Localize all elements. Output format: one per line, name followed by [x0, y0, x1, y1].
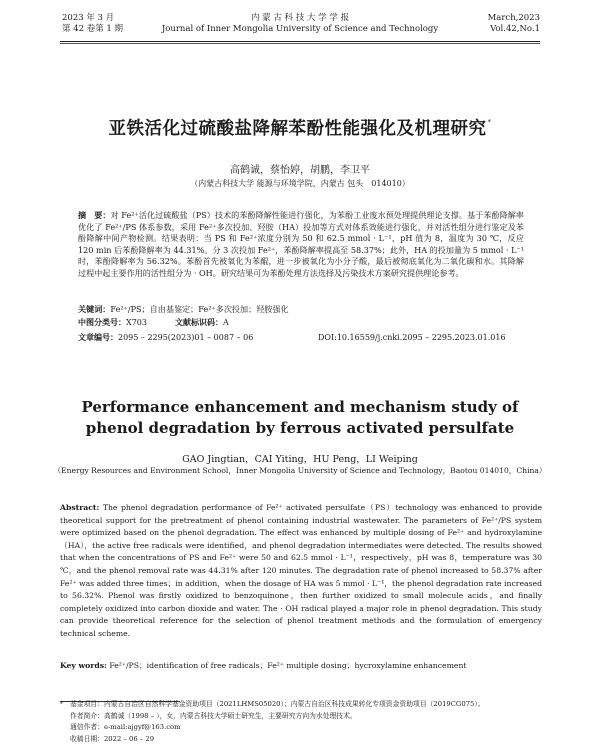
header-issue-en [488, 13, 540, 35]
keywords-en [60, 660, 467, 671]
footnote-author-intro: 作者简介：高鹤诚（1998 – ），女，内蒙古科技大学硕士研究生，主要研究方向为水处理技术。 [70, 711, 357, 720]
keywords-en-text: Fe²⁺/PS；identification of free radicals；Fe²⁺ multiple dosing；hycroxylamine enhancement [109, 661, 467, 670]
abstract-en [60, 502, 542, 641]
footnote-funding: 基金项目：内蒙古自治区自然科学基金资助项目（2021LHMS05020）；内蒙古自治区科技成果转化专项资金资助项目（2019CG075）。 [70, 700, 485, 708]
abstract-zh [78, 210, 524, 280]
header-volume: 第 42 卷第 1 期 [62, 24, 124, 34]
affiliation-en: （Energy Resources and Environment School，Inner Mongolia University of Science and Technology，Baotou 014010，China） [53, 466, 547, 475]
affiliation-zh: （内蒙古科技大学 能源与环境学院，内蒙古 包头 014010） [190, 179, 410, 188]
title-en [0, 397, 600, 439]
header-rule-thin [60, 43, 540, 44]
header-rule [60, 41, 540, 42]
clc-label: 中图分类号： [78, 317, 126, 327]
doc-code-value: A [223, 318, 229, 327]
article-number [78, 332, 253, 343]
header-date-en: March,2023 [487, 13, 540, 23]
authors-en: GAO Jingtian，CAI Yiting，HU Peng，LI Weiping [182, 454, 418, 465]
footnote-received: 收稿日期：2022 – 06 – 29 [70, 735, 155, 744]
footnotes [60, 699, 540, 746]
article-no-label: 文章编号： [78, 332, 118, 342]
authors-zh: 高鹤诚，蔡怡婷，胡鹏，李卫平 [230, 165, 370, 176]
clc-number [78, 317, 147, 328]
doi[interactable]: DOI:10.16559/j.cnki.2095 – 2295.2023.01.016 [318, 333, 506, 342]
keywords-zh [78, 304, 289, 315]
abstract-en-text: The phenol degradation performance of Fe²⁺ activated persulfate（PS）technology was enhanced to provide theoretical support for the pretreatment of phenol containing industrial wastewater. The parameters of Fe²⁺/PS system were optimized based on the phenol degradation. The effect was enhanced by multiple dosing of Fe²⁺ and hydroxylamine（HA），the active free radicals were identified，and phenol degradation intermediates were detected. The results showed that when the concentrations of PS and Fe²⁺ were 50 and 62.5 mmol · L⁻¹，respectively，pH was 8，temperature was 30 ℃，and the phenol removal rate was 44.31% after 120 minutes. The degradation rate of phenol increased to 58.37% after Fe²⁺ was added three times；in addition，when the dosage of HA was 5 mmol · L⁻¹，the phenol degradation rate increased to 56.32%. Phenol was firstly oxidized to benzoquinone，then further oxidized to small molecule acids，and finally completely oxidized into carbon dioxide and water. The · OH radical played a major role in phenol degradation. This study can provide theoretical reference for the selection of phenol treatment methods and the formulation of emergency technical scheme. [60, 503, 542, 638]
article-no-value: 2095 – 2295(2023)01 – 0087 – 06 [118, 333, 254, 342]
doc-code-label: 文献标识码： [175, 317, 223, 327]
footnote-corresponding[interactable]: 通信作者：e-mail:ajgyf@163.com [70, 723, 181, 732]
clc-value: X703 [126, 318, 147, 327]
title-en-line1: Performance enhancement and mechanism study of [81, 398, 519, 416]
title-zh-text: 亚铁活化过硫酸盐降解苯酚性能强化及机理研究 [108, 119, 487, 139]
header-journal-zh: 内 蒙 古 科 技 大 学 学 报 [250, 13, 350, 23]
header-volume-en: Vol.42,No.1 [490, 24, 540, 34]
header-journal-en: Journal of Inner Mongolia University of Science and Technology [161, 24, 439, 34]
keywords-zh-label: 关键词： [78, 304, 111, 314]
title-zh [0, 115, 600, 140]
keywords-zh-text: Fe²⁺/PS；自由基鉴定；Fe²⁺多次投加；羟胺强化 [110, 304, 289, 314]
abstract-zh-label: 摘 要： [78, 210, 111, 220]
abstract-en-label: Abstract: [60, 503, 100, 512]
header-date: 2023 年 3 月 [62, 13, 115, 23]
footnote-mark: * [60, 701, 63, 708]
abstract-zh-text: 对 Fe²⁺活化过硫酸盐（PS）技术的苯酚降解性能进行强化，为苯酚工业废水预处理提供理论支撑。基于苯酚降解率优化了 Fe²⁺/PS 体系参数，采用 Fe²⁺多次投加、羟胺（HA）投加等方式对体系效能进行强化，并对活性组分进行鉴定及苯酚降解中间产物检测。结果表明：当 PS 和 Fe²⁺浓度分别为 50 和 62.5 mmol · L⁻¹，pH 值为 8，温度为 30 ℃，反应 120 min 后苯酚降解率为 44.31%。分 3 次投加 Fe²⁺，苯酚降解率提高至 58.37%；此外，HA 的投加量为 5 mmol · L⁻¹时，苯酚降解率为 56.32%。苯酚首先被氧化为苯醌，进一步被氧化为小分子酸，最后被彻底氧化为二氧化碳和水。其降解过程中起主要作用的活性组分为 · OH。研究结果可为苯酚处理方法选择及污染技术方案研究提供理论参考。 [78, 210, 524, 278]
title-en-line2: phenol degradation by ferrous activated persulfate [85, 419, 515, 437]
title-footnote-mark: * [487, 118, 492, 126]
document-code [175, 317, 229, 328]
keywords-en-label: Key words: [60, 661, 107, 670]
